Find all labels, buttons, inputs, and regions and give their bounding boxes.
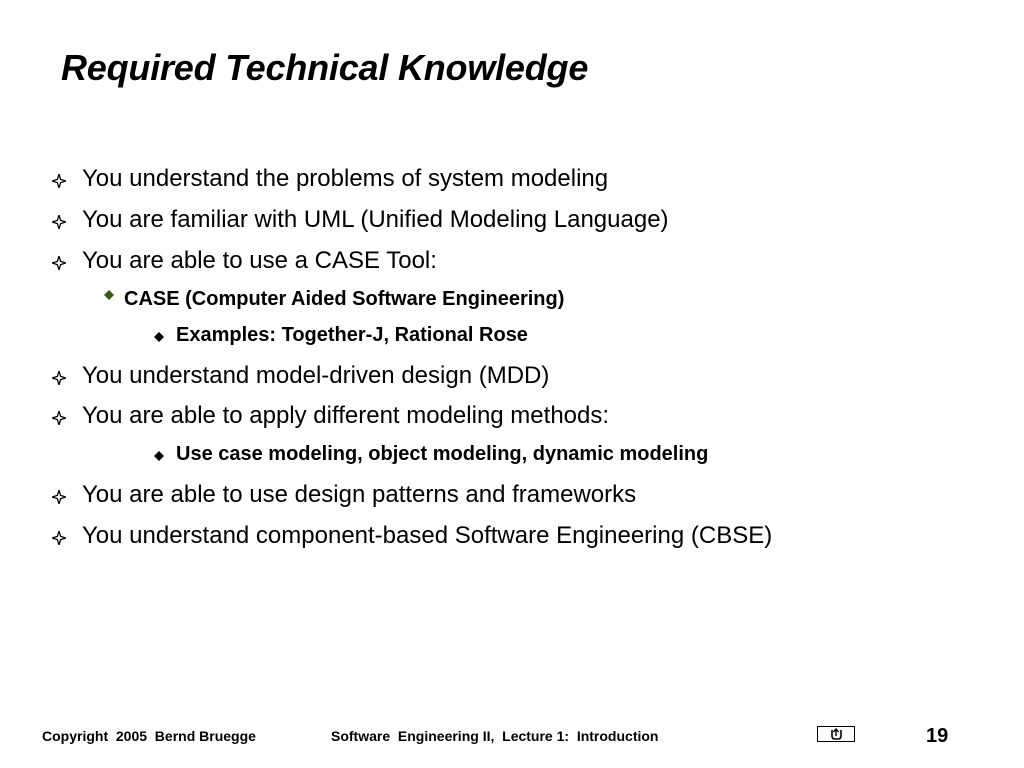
diamond-icon	[154, 451, 164, 461]
bullet-text: You are able to apply different modeling methods:	[82, 402, 610, 429]
sub-bullet-text: CASE (Computer Aided Software Engineering)	[124, 287, 565, 310]
bullet-item	[52, 164, 608, 194]
bullet-item	[52, 401, 609, 431]
diamond-icon	[154, 332, 164, 342]
sub-sub-bullet-item	[154, 322, 528, 348]
four-point-star-icon	[52, 490, 66, 504]
bullet-text: You understand model-driven design (MDD)	[82, 362, 550, 389]
four-point-star-icon	[52, 371, 66, 385]
page-number: 19	[926, 725, 949, 747]
four-point-star-icon	[52, 531, 66, 545]
bullet-text: You are familiar with UML (Unified Modeling Language)	[82, 206, 669, 233]
bullet-text: You are able to use a CASE Tool:	[82, 247, 437, 274]
four-point-star-icon	[52, 411, 66, 425]
bullet-item	[52, 361, 549, 391]
bullet-text: You understand the problems of system modeling	[82, 165, 609, 192]
sub-sub-bullet-item	[154, 441, 708, 467]
sub-sub-bullet-text: Use case modeling, object modeling, dynamic modeling	[176, 442, 709, 465]
bullet-item	[52, 521, 772, 551]
four-point-star-icon	[52, 174, 66, 188]
diamond-icon	[104, 290, 114, 300]
bullet-text: You understand component-based Software Engineering (CBSE)	[82, 522, 773, 549]
bullet-item	[52, 480, 636, 510]
return-arrow-icon[interactable]	[817, 726, 855, 742]
footer-copyright: Copyright 2005 Bernd Bruegge	[42, 728, 256, 744]
four-point-star-icon	[52, 256, 66, 270]
four-point-star-icon	[52, 215, 66, 229]
sub-bullet-item	[104, 286, 564, 312]
bullet-item	[52, 205, 669, 235]
footer-course-title: Software Engineering II, Lecture 1: Introduction	[331, 728, 659, 744]
bullet-text: You are able to use design patterns and frameworks	[82, 481, 637, 508]
slide-title: Required Technical Knowledge	[61, 47, 589, 88]
return-arrow-glyph	[818, 727, 854, 741]
bullet-item	[52, 246, 437, 276]
sub-sub-bullet-text: Examples: Together-J, Rational Rose	[176, 323, 528, 346]
